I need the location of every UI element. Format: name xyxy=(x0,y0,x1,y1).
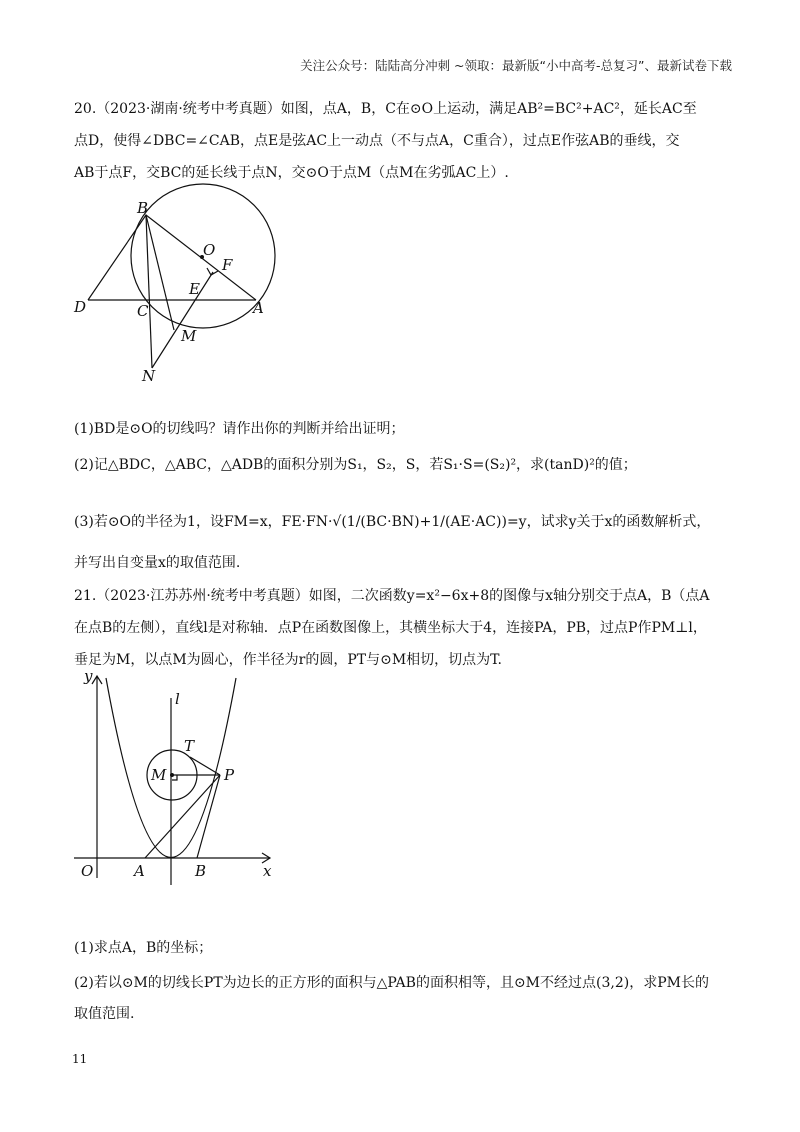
q21-part-2: (2)若以⊙M的切线长PT为边长的正方形的面积与△PAB的面积相等，且⊙M不经过点(3,2)，求PM长的 xyxy=(74,975,709,991)
label-y: y xyxy=(84,667,93,685)
q20-line-2: 点D，使得∠DBC=∠CAB，点E是弦AC上一动点（不与点A，C重合），过点E作弦AB的垂线，交 xyxy=(74,133,680,149)
q20-part-2: (2)记△BDC，△ABC，△ADB的面积分别为S₁，S₂，S，若S₁·S=(S₂)²，求(tanD)²的值； xyxy=(74,457,637,473)
q21-part-2-cont: 取值范围. xyxy=(74,1006,135,1022)
q20-part-3-cont: 并写出自变量x的取值范围. xyxy=(74,555,241,571)
label-a: A xyxy=(253,299,264,317)
label-origin: O xyxy=(81,862,94,880)
q21-line-1: 21.（2023·江苏苏州·统考中考真题）如图，二次函数y=x²−6x+8的图像与x轴分别交于点A，B（点A xyxy=(74,588,710,604)
q21-line-2: 在点B的左侧），直线l是对称轴．点P在函数图像上，其横坐标大于4，连接PA，PB，过点P作PM⊥l， xyxy=(74,620,707,636)
q20-part-3: (3)若⊙O的半径为1，设FM=x，FE·FN·√(1/(BC·BN)+1/(AE·AC))=y，试求y关于x的函数解析式， xyxy=(74,514,711,530)
q20-line-1: 20.（2023·湖南·统考中考真题）如图，点A，B，C在⊙O上运动，满足AB²=BC²+AC²，延长AC至 xyxy=(74,101,697,117)
label-n: N xyxy=(142,367,156,385)
label-o: O xyxy=(203,241,216,259)
label-b: B xyxy=(137,199,149,217)
q20-part-1: (1)BD是⊙O的切线吗？请作出你的判断并给出证明； xyxy=(74,421,405,437)
label-f: F xyxy=(222,256,233,274)
segment-pt xyxy=(190,757,220,775)
label-d: D xyxy=(74,298,87,316)
q20-line-3: AB于点F，交BC的延长线于点N，交⊙O于点M（点M在劣弧AC上）. xyxy=(74,165,509,181)
label-p: P xyxy=(224,766,235,784)
label-m2: M xyxy=(151,766,167,784)
q21-line-3: 垂足为M，以点M为圆心，作半径为r的圆，PT与⊙M相切，切点为T. xyxy=(74,652,502,668)
label-m: M xyxy=(181,327,197,345)
label-x: x xyxy=(263,862,272,880)
q21-part-1: (1)求点A，B的坐标； xyxy=(74,940,213,956)
label-b2: B xyxy=(195,862,207,880)
label-l: l xyxy=(175,690,180,708)
label-c: C xyxy=(137,302,149,320)
label-a2: A xyxy=(134,862,145,880)
label-t: T xyxy=(184,737,195,755)
page-header: 关注公众号：陆陆高分冲刺 ~领取：最新版“小中高考-总复习”、最新试卷下载 xyxy=(300,58,732,73)
point-m-dot xyxy=(170,773,174,777)
label-e: E xyxy=(189,280,200,298)
page-number: 11 xyxy=(72,1052,88,1066)
